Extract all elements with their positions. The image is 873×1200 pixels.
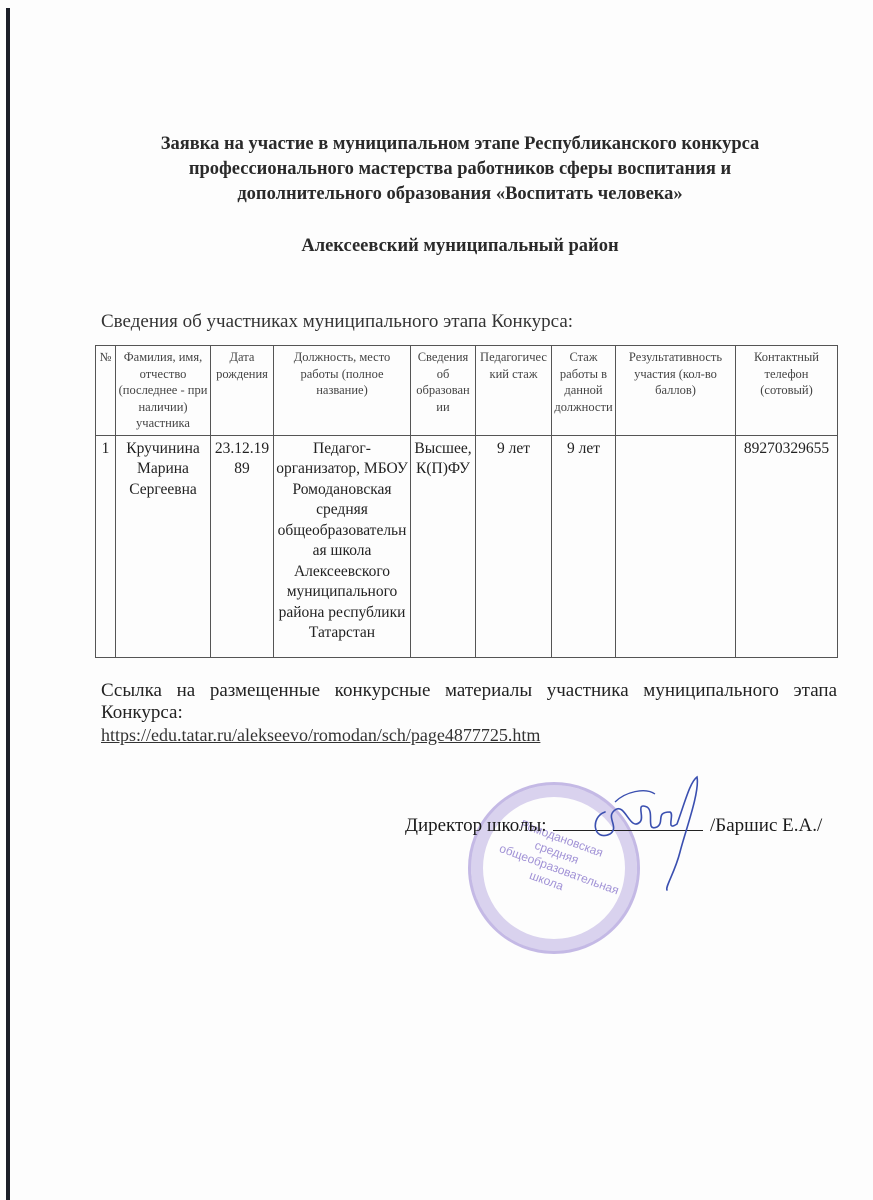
participants-intro: Сведения об участниках муниципального этапа Конкурса: [101, 311, 574, 332]
cell-phone: 89270329655 [736, 435, 838, 657]
table-header-row [96, 346, 838, 436]
handwritten-signature-icon [585, 772, 705, 892]
director-name: /Баршис Е.А./ [710, 815, 823, 836]
materials-link-description: Ссылка на размещенные конкурсные материалы участника муниципального этапа Конкурса: [101, 680, 837, 723]
cell-ped-experience: 9 лет [476, 435, 552, 657]
title-line-1: Заявка на участие в муниципальном этапе Республиканского конкурса [160, 134, 760, 154]
header-position-experience: Стаж работы в данной должности [552, 346, 616, 436]
header-name: Фамилия, имя, отчество (последнее - при наличии) участника [116, 346, 211, 436]
header-result: Результативность участия (кол-во баллов) [616, 346, 736, 436]
header-education: Сведения об образовании [411, 346, 476, 436]
header-phone: Контактный телефон (сотовый) [736, 346, 838, 436]
cell-education: Высшее, К(П)ФУ [411, 435, 476, 657]
cell-num: 1 [96, 435, 116, 657]
cell-name: Кручинина Марина Сергеевна [116, 435, 211, 657]
materials-link[interactable]: https://edu.tatar.ru/alekseevo/romodan/sch/page4877725.htm [101, 725, 541, 745]
header-num: № [96, 346, 116, 436]
table-row [96, 435, 838, 657]
cell-position: Педагог-организатор, МБОУ Ромодановская средняя общеобразовательная школа Алексеевского муниципального района республики Татарстан [274, 435, 411, 657]
title-line-2: профессионального мастерства работников сферы воспитания и [188, 159, 732, 179]
cell-position-experience: 9 лет [552, 435, 616, 657]
scan-edge-border [6, 8, 10, 1200]
participants-table [95, 345, 838, 658]
header-ped-experience: Педагогический стаж [476, 346, 552, 436]
header-position: Должность, место работы (полное название) [274, 346, 411, 436]
cell-result [616, 435, 736, 657]
cell-birth-date: 23.12.1989 [211, 435, 274, 657]
district-heading: Алексеевский муниципальный район [301, 236, 619, 256]
director-label: Директор школы: [405, 815, 547, 836]
header-birth-date: Дата рождения [211, 346, 274, 436]
stamp-text: Ромодановская средняя общеобразовательная школа [497, 816, 621, 898]
document-title [100, 132, 820, 207]
title-line-3: дополнительного образования «Воспитать человека» [237, 184, 683, 204]
